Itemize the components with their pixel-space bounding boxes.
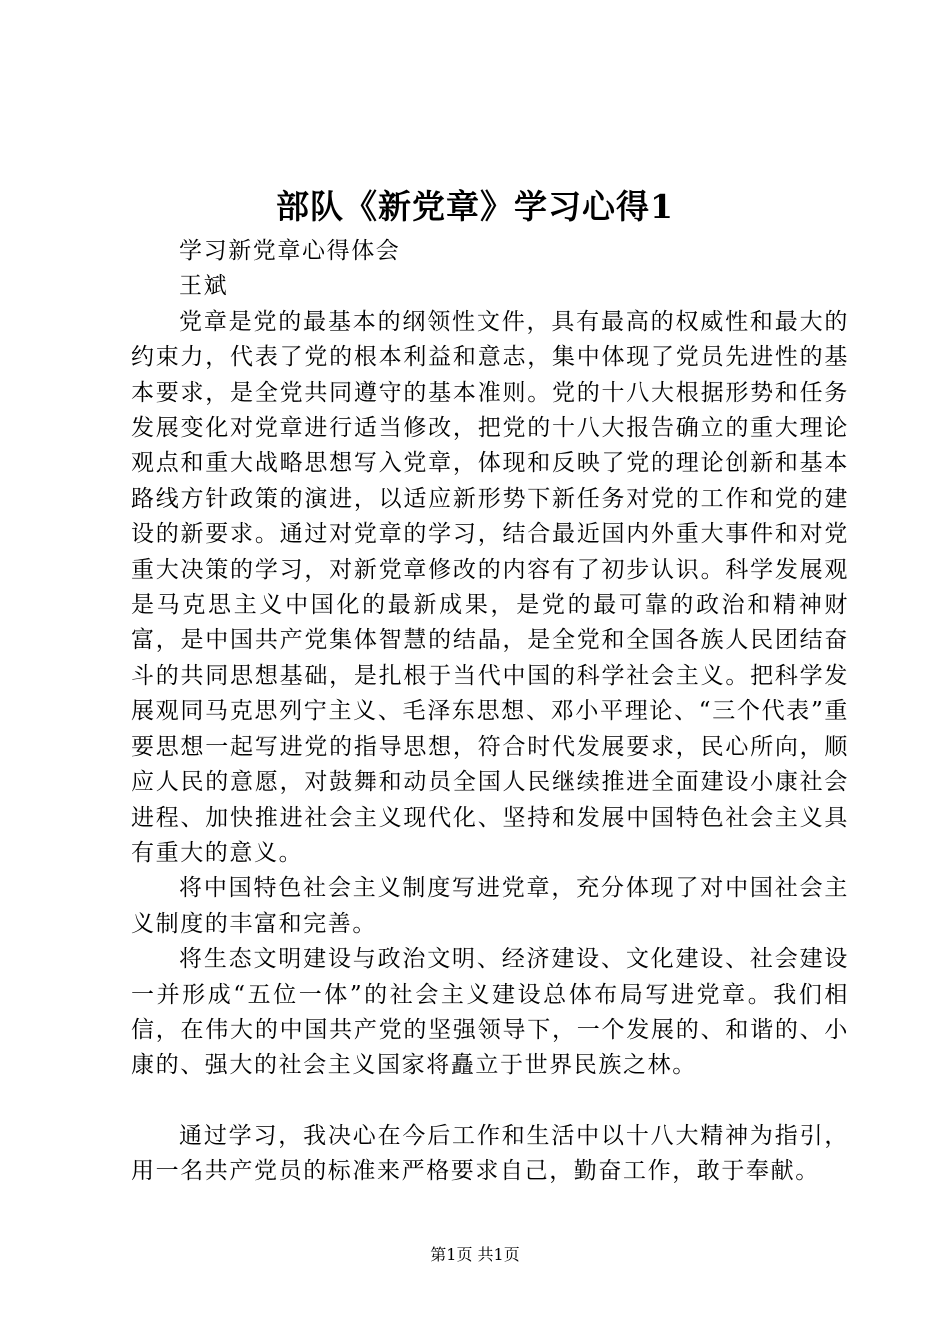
body-paragraph: 党章是党的最基本的纲领性文件，具有最高的权威性和最大的约束力，代表了党的根本利益和意志，集中体现了党员先进性的基本要求，是全党共同遵守的基本准则。党的十八大根据形势和任务发展变化对党章进行适当修改，把党的十八大报告确立的重大理论观点和重大战略思想写入党章，体现和反映了党的理论创新和基本路线方针政策的演进，以适应新形势下新任务对党的工作和党的建设的新要求。通过对党章的学习，结合最近国内外重大事件和对党重大决策的学习，对新党章修改的内容有了初步认识。科学发展观是马克思主义中国化的最新成果，是党的最可靠的政治和精神财富，是中国共产党集体智慧的结晶，是全党和全国各族人民团结奋斗的共同思想基础，是扎根于当代中国的科学社会主义。把科学发展观同马克思列宁主义、毛泽东思想、邓小平理论、“三个代表”重要思想一起写进党的指导思想，符合时代发展要求，民心所向，顺应人民的意愿，对鼓舞和动员全国人民继续推进全面建设小康社会进程、加快推进社会主义现代化、坚持和发展中国特色社会主义具有重大的意义。 <box>131 308 849 866</box>
document-subtitle: 学习新党章心得体会 <box>179 238 401 264</box>
document-author: 王斌 <box>179 273 229 300</box>
body-paragraph: 通过学习，我决心在今后工作和生活中以十八大精神为指引，用一名共产党员的标准来严格要求自己，勤奋工作，敢于奉献。 <box>131 1122 849 1185</box>
page-number: 第1页 共1页 <box>430 1245 520 1264</box>
document-title: 部队《新党章》学习心得1 <box>276 187 674 226</box>
document-body <box>131 234 849 1190</box>
body-paragraph: 将中国特色社会主义制度写进党章，充分体现了对中国社会主义制度的丰富和完善。 <box>131 875 849 937</box>
body-paragraph: 将生态文明建设与政治文明、经济建设、文化建设、社会建设一并形成“五位一体”的社会主义建设总体布局写进党章。我们相信，在伟大的中国共产党的坚强领导下，一个发展的、和谐的、小康的、强大的社会主义国家将矗立于世界民族之林。 <box>131 946 849 1079</box>
